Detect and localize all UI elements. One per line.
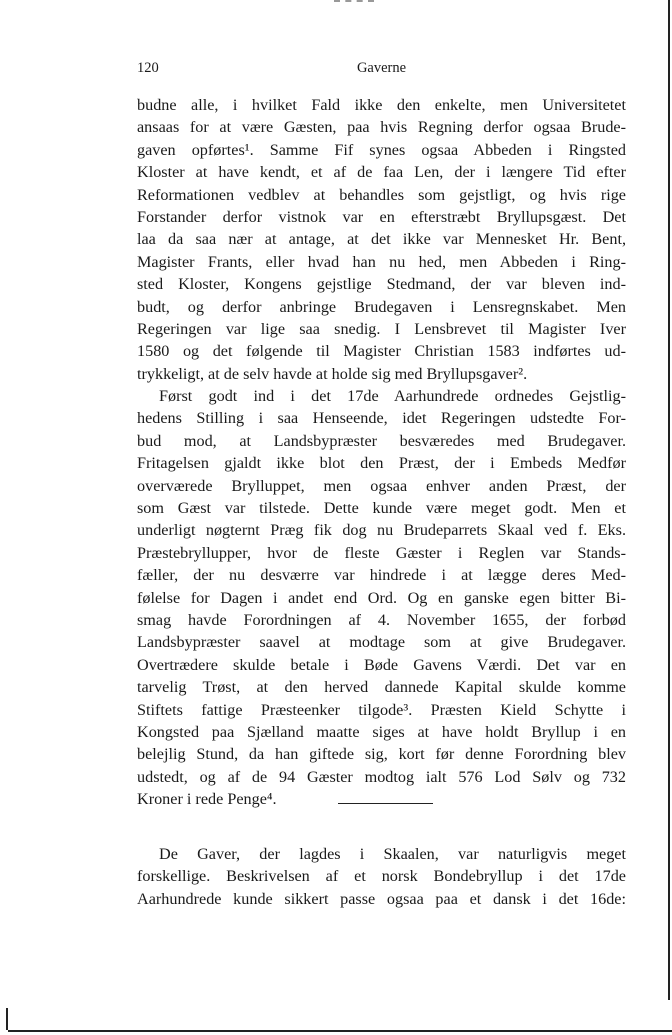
body-text [137,94,626,811]
text-line: Forstander derfor vistnok var en efterstræbt Bryllupsgæst. Det [137,207,626,226]
text-line: Aarhundrede kunde sikkert passe ogsaa paa et dansk i det 16de: [137,889,626,908]
text-line: tarvelig Trøst, at den herved dannede Kapital skulde komme [137,678,626,697]
text-line: Stiftets fattige Præsteenker tilgode³. Præsten Kield Schytte i [137,700,626,719]
text-line: fæller, der nu desværre var hindrede i at lægge deres Med- [137,566,626,585]
text-line: Overtrædere skulde betale i Bøde Gavens Værdi. Det var en [137,655,626,674]
text-line: hedens Stilling i saa Henseende, idet Regeringen udstedte For- [137,409,626,428]
text-line: gaven opførtes¹. Samme Fif synes ogsaa Abbeden i Ringsted [137,140,626,159]
page-header [137,60,626,82]
text-line: trykkeligt, at de selv havde at holde sig med Bryllupsgaver². [137,364,528,383]
text-line: De Gaver, der lagdes i Skaalen, var naturligvis meget [159,845,626,863]
text-line: Landsbypræster saavel at modtage som at give Brudegaver. [137,633,626,652]
text-line: budt, og derfor anbringe Brudegaven i Lensregnskabet. Men [137,297,626,316]
text-line: laa da saa nær at antage, at det ikke var Mennesket Hr. Bent, [137,230,626,249]
paragraph-1 [137,94,626,385]
running-title: Gaverne [356,60,407,76]
text-line: Regeringen var lige saa snedig. I Lensbrevet til Magister Iver [137,319,626,338]
paragraph-2 [137,385,626,810]
page-edge-bottom [8,1030,672,1032]
text-line: Kongsted paa Sjælland maatte siges at have holdt Bryllup i en [137,722,626,741]
text-line: Reformationen vedblev at behandles som gejstligt, og hvis rige [137,185,626,204]
text-line: udstedt, og af de 94 Gæster modtog ialt 576 Lod Sølv og 732 [137,767,626,786]
text-line: smag havde Forordningen af 4. November 1655, der forbød [137,610,626,629]
text-line: forskellige. Beskrivelsen af et norsk Bondebryllup i det 17de [137,867,626,886]
page-edge-right [668,0,670,1000]
text-line: sted Kloster, Kongens gejstlige Stedmand, der var bleven ind- [137,275,626,294]
text-line: Magister Frants, eller hvad han nu hed, men Abbeden i Ring- [137,252,626,271]
text-line: budne alle, i hvilket Fald ikke den enkelte, men Universitetet [137,96,626,114]
section-divider [338,803,433,804]
text-line: som Gæst var tilstede. Dette kunde være meget godt. Men et [137,499,626,518]
text-line: Først godt ind i det 17de Aarhundrede ordnedes Gejstlig- [159,387,626,406]
text-line: Præstebryllupper, hvor de fleste Gæster i Reglen var Stands- [137,543,626,562]
text-line: bud mod, at Landsbypræster besværedes med Brudegaver. [137,431,626,450]
text-line: Kroner i rede Penge⁴. [137,790,277,809]
text-line: belejlig Stund, da han giftede sig, kort før denne Forordning blev [137,745,626,764]
scan-artifact-top [334,0,374,5]
text-line: 1580 og det følgende til Magister Christian 1583 indførtes ud- [137,342,626,361]
text-line: overværede Brylluppet, men ogsaa enhver anden Præst, der [137,476,626,495]
text-line: underligt nøgternt Præg fik dog nu Brudeparrets Skaal ved f. Eks. [137,521,626,540]
text-line: Fritagelsen gjaldt ikke blot den Præst, der i Embeds Medfør [137,454,626,473]
page-edge-left-tick [6,1008,8,1030]
text-line: følelse for Dagen i andet end Ord. Og en ganske egen bitter Bi- [137,588,626,607]
paragraph-3 [137,843,626,910]
text-line: ansaas for at være Gæsten, paa hvis Regning derfor ogsaa Brude- [137,118,626,137]
page-number: 120 [137,60,159,76]
text-line: Kloster at have kendt, et af de faa Len, der i længere Tid efter [137,163,626,182]
body-text-continued [137,843,626,910]
